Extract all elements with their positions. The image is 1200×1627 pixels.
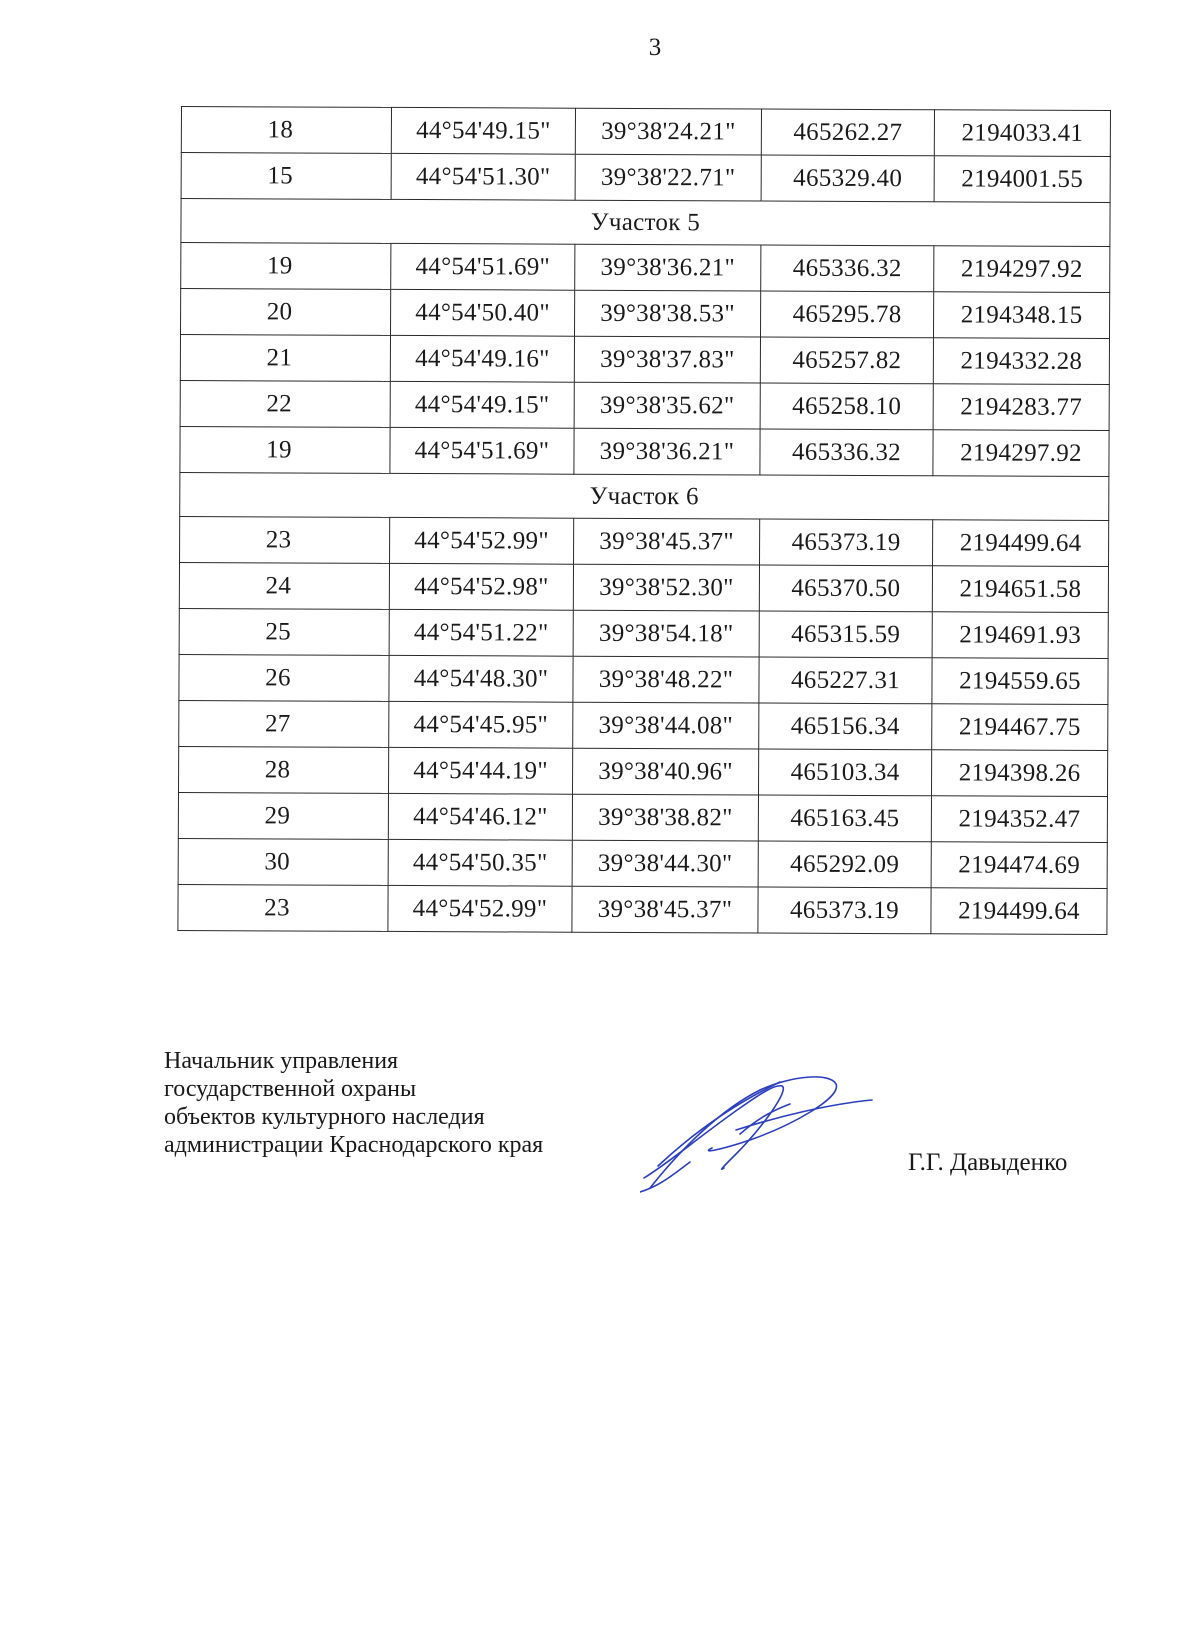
section-title: Участок 5 <box>181 199 1110 247</box>
y-coordinate-cell: 2194297.92 <box>934 246 1110 293</box>
longitude-cell: 39°38'22.71" <box>575 154 761 201</box>
longitude-cell: 39°38'36.21" <box>574 428 760 475</box>
table-row <box>178 838 1107 888</box>
signer-name: Г.Г. Давыденко <box>908 1149 1068 1176</box>
point-number-cell: 15 <box>181 153 391 200</box>
longitude-cell: 39°38'24.21" <box>575 108 761 155</box>
latitude-cell: 44°54'50.40" <box>391 289 575 336</box>
coordinates-table-body <box>178 107 1111 935</box>
x-coordinate-cell: 465163.45 <box>758 795 931 842</box>
position-line: государственной охраны <box>164 1076 417 1102</box>
table-row <box>180 426 1109 476</box>
point-number-cell: 25 <box>179 608 389 655</box>
y-coordinate-cell: 2194651.58 <box>932 566 1108 613</box>
table-row <box>179 746 1108 796</box>
y-coordinate-cell: 2194499.64 <box>933 520 1109 567</box>
table-row <box>178 792 1107 842</box>
latitude-cell: 44°54'46.12" <box>388 793 572 840</box>
latitude-cell: 44°54'49.15" <box>391 107 575 154</box>
y-coordinate-cell: 2194348.15 <box>933 292 1109 339</box>
latitude-cell: 44°54'51.22" <box>389 609 573 656</box>
latitude-cell: 44°54'44.19" <box>389 747 573 794</box>
x-coordinate-cell: 465373.19 <box>760 519 933 566</box>
x-coordinate-cell: 465295.78 <box>760 291 933 338</box>
x-coordinate-cell: 465258.10 <box>760 383 933 430</box>
x-coordinate-cell: 465315.59 <box>759 611 932 658</box>
section-header-row <box>180 472 1109 520</box>
handwritten-signature <box>640 1070 910 1200</box>
y-coordinate-cell: 2194297.92 <box>933 430 1109 477</box>
position-line: администрации Краснодарского края <box>164 1132 544 1158</box>
latitude-cell: 44°54'49.16" <box>390 335 574 382</box>
point-number-cell: 21 <box>180 335 390 382</box>
longitude-cell: 39°38'38.82" <box>572 794 758 841</box>
table-row <box>181 107 1110 157</box>
table-row <box>180 380 1109 430</box>
x-coordinate-cell: 465292.09 <box>758 841 931 888</box>
table-row <box>178 884 1107 934</box>
table-row <box>179 700 1108 750</box>
table-row <box>181 289 1110 339</box>
section-title: Участок 6 <box>180 472 1109 520</box>
x-coordinate-cell: 465227.31 <box>759 657 932 704</box>
latitude-cell: 44°54'50.35" <box>388 839 572 886</box>
point-number-cell: 19 <box>180 426 390 473</box>
longitude-cell: 39°38'44.30" <box>572 840 758 887</box>
longitude-cell: 39°38'36.21" <box>575 244 761 291</box>
y-coordinate-cell: 2194033.41 <box>934 110 1110 157</box>
longitude-cell: 39°38'35.62" <box>574 382 760 429</box>
latitude-cell: 44°54'52.99" <box>388 885 572 932</box>
point-number-cell: 20 <box>181 289 391 336</box>
y-coordinate-cell: 2194001.55 <box>934 156 1110 203</box>
x-coordinate-cell: 465103.34 <box>758 749 931 796</box>
point-number-cell: 19 <box>181 243 391 290</box>
latitude-cell: 44°54'48.30" <box>389 655 573 702</box>
point-number-cell: 27 <box>179 700 389 747</box>
latitude-cell: 44°54'52.99" <box>390 517 574 564</box>
longitude-cell: 39°38'52.30" <box>573 564 759 611</box>
longitude-cell: 39°38'45.37" <box>574 518 760 565</box>
x-coordinate-cell: 465336.32 <box>760 429 933 476</box>
point-number-cell: 22 <box>180 380 390 427</box>
longitude-cell: 39°38'45.37" <box>572 886 758 933</box>
x-coordinate-cell: 465257.82 <box>760 337 933 384</box>
table-row <box>181 153 1110 203</box>
x-coordinate-cell: 465370.50 <box>759 565 932 612</box>
y-coordinate-cell: 2194398.26 <box>931 750 1107 797</box>
y-coordinate-cell: 2194474.69 <box>931 842 1107 889</box>
y-coordinate-cell: 2194499.64 <box>931 888 1107 935</box>
y-coordinate-cell: 2194559.65 <box>932 658 1108 705</box>
latitude-cell: 44°54'52.98" <box>389 563 573 610</box>
longitude-cell: 39°38'48.22" <box>573 656 759 703</box>
section-header-row <box>181 199 1110 247</box>
y-coordinate-cell: 2194691.93 <box>932 612 1108 659</box>
position-line: объектов культурного наследия <box>164 1104 485 1130</box>
latitude-cell: 44°54'51.30" <box>391 153 575 200</box>
x-coordinate-cell: 465262.27 <box>761 109 934 156</box>
signatory-position <box>164 1047 543 1159</box>
point-number-cell: 18 <box>181 107 391 154</box>
table-row <box>179 608 1108 658</box>
position-line: Начальник управления <box>164 1048 399 1074</box>
longitude-cell: 39°38'54.18" <box>573 610 759 657</box>
coordinates-table <box>177 106 1111 935</box>
table-row <box>179 562 1108 612</box>
table-row <box>179 654 1108 704</box>
point-number-cell: 24 <box>179 562 389 609</box>
x-coordinate-cell: 465336.32 <box>761 245 934 292</box>
table-row <box>180 335 1109 385</box>
latitude-cell: 44°54'51.69" <box>391 243 575 290</box>
y-coordinate-cell: 2194467.75 <box>932 704 1108 751</box>
point-number-cell: 30 <box>178 838 388 885</box>
y-coordinate-cell: 2194283.77 <box>933 384 1109 431</box>
longitude-cell: 39°38'38.53" <box>574 290 760 337</box>
x-coordinate-cell: 465329.40 <box>761 155 934 202</box>
page-number: 3 <box>648 34 662 61</box>
y-coordinate-cell: 2194332.28 <box>933 338 1109 385</box>
point-number-cell: 29 <box>178 792 388 839</box>
longitude-cell: 39°38'37.83" <box>574 336 760 383</box>
y-coordinate-cell: 2194352.47 <box>931 796 1107 843</box>
point-number-cell: 23 <box>178 884 388 931</box>
point-number-cell: 23 <box>180 516 390 563</box>
longitude-cell: 39°38'44.08" <box>573 702 759 749</box>
table-row <box>180 516 1109 566</box>
table-row <box>181 243 1110 293</box>
latitude-cell: 44°54'49.15" <box>390 381 574 428</box>
longitude-cell: 39°38'40.96" <box>573 748 759 795</box>
point-number-cell: 28 <box>179 746 389 793</box>
x-coordinate-cell: 465156.34 <box>759 703 932 750</box>
point-number-cell: 26 <box>179 654 389 701</box>
latitude-cell: 44°54'45.95" <box>389 701 573 748</box>
x-coordinate-cell: 465373.19 <box>758 887 931 934</box>
latitude-cell: 44°54'51.69" <box>390 427 574 474</box>
